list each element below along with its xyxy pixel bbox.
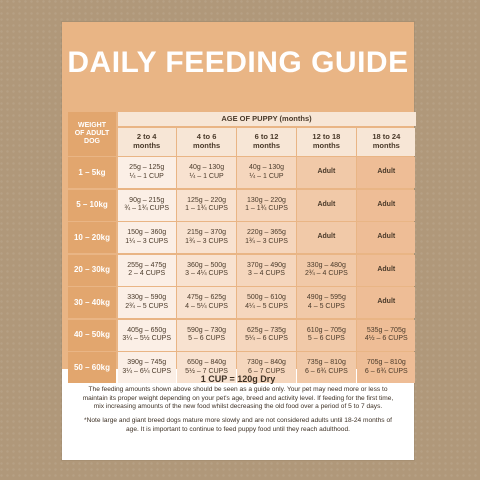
weight-row-header: 30 – 40kg xyxy=(68,287,116,318)
cell-line: 18 to 24 xyxy=(372,131,401,141)
cell-line: 5¼ – 6 CUPS xyxy=(245,335,288,342)
feeding-amount-cell: Adult xyxy=(357,287,415,318)
cell-line: 125g – 220g xyxy=(187,196,227,204)
cell-line: 5½ – 7 CUPS xyxy=(185,367,228,375)
cell-line: 90g – 215g xyxy=(129,196,165,204)
cell-line: 1¾ – 3 CUPS xyxy=(185,237,228,245)
feeding-amount-cell xyxy=(177,157,235,188)
cell-line: months xyxy=(133,140,161,150)
cell-line: 490g – 595g xyxy=(306,294,346,302)
feeding-amount-cell xyxy=(177,320,235,351)
feeding-amount-cell: Adult xyxy=(357,157,415,188)
cell-line: 405g – 650g xyxy=(127,326,167,334)
cell-line: 4 – 5¼ CUPS xyxy=(185,302,228,310)
cell-line: months xyxy=(372,140,400,150)
cell-line: 650g – 840g xyxy=(187,359,227,367)
feeding-amount-cell xyxy=(357,320,415,351)
weight-row-header: 20 – 30kg xyxy=(68,255,116,286)
feeding-amount-cell xyxy=(177,222,235,253)
cell-line: 1 – 1¾ CUPS xyxy=(185,205,228,212)
cell-line: 215g – 370g xyxy=(187,229,227,237)
cell-line: 2 – 4 CUPS xyxy=(128,270,166,277)
feeding-amount-cell xyxy=(118,287,176,318)
feeding-amount-cell xyxy=(177,287,235,318)
cell-line: 6 to 12 xyxy=(254,131,279,141)
feeding-amount-cell xyxy=(237,190,295,221)
cell-line: 590g – 730g xyxy=(187,326,227,334)
cell-line: 5 – 6 CUPS xyxy=(307,335,345,342)
feeding-amount-cell xyxy=(177,190,235,221)
guidance-text: The feeding amounts shown above should be seen as a guide only. Your pet may need more or less to maintain its proper weight depending on your pet's age, breed and activity level. If feeding for the first time, mix increasing amounts of the new food whilst decreasing the old food over a period of 5 to 7 days. xyxy=(82,386,394,411)
weight-column-header xyxy=(68,112,116,156)
cell-line: 12 to 18 xyxy=(312,131,341,141)
cell-line: 3 – 4¼ CUPS xyxy=(185,270,228,277)
cell-line: DOG xyxy=(84,137,100,145)
cell-line: ¼ – 1 CUP xyxy=(129,172,164,180)
cell-line: 3¼ – 6¼ CUPS xyxy=(122,367,172,375)
cell-line: months xyxy=(312,140,340,150)
feeding-amount-cell xyxy=(297,255,355,286)
cell-line: OF ADULT xyxy=(74,129,110,137)
weight-row-header: 1 – 5kg xyxy=(68,157,116,188)
cell-line: 735g – 810g xyxy=(306,359,346,367)
cell-line: 330g – 480g xyxy=(306,261,346,269)
cell-line: 330g – 590g xyxy=(127,294,167,302)
feeding-amount-cell: Adult xyxy=(357,255,415,286)
weight-row-header: 5 – 10kg xyxy=(68,190,116,221)
feeding-amount-cell: Adult xyxy=(297,190,355,221)
cell-line: 535g – 705g xyxy=(366,326,406,334)
cell-line: 370g – 490g xyxy=(247,261,286,269)
cell-line: 3 – 4 CUPS xyxy=(248,270,285,277)
cell-line: 5 – 6 CUPS xyxy=(188,335,226,342)
cell-line: 1 – 1¾ CUPS xyxy=(245,205,288,212)
age-column-header xyxy=(118,128,176,156)
cell-line: WEIGHT xyxy=(78,121,106,129)
feeding-amount-cell xyxy=(177,255,235,286)
cell-line: ¼ – 1 CUP xyxy=(189,172,224,180)
feeding-amount-cell xyxy=(297,287,355,318)
cell-line: 1¾ – 3 CUPS xyxy=(245,237,288,245)
age-of-puppy-header: AGE OF PUPPY (months) xyxy=(118,112,416,126)
footnote-text: *Note large and giant breed dogs mature more slowly and are not considered adults until 18-24 months of age. It is important to continue to feed puppy food until they reach adulthood. xyxy=(84,417,392,433)
cell-line: 6 – 6¾ CUPS xyxy=(364,367,408,375)
cell-line: months xyxy=(252,140,281,150)
cell-line: 2 to 4 xyxy=(136,131,157,141)
page-title: DAILY FEEDING GUIDE xyxy=(67,46,409,79)
cell-line: 6 – 7 CUPS xyxy=(248,367,285,375)
age-column-header xyxy=(297,128,355,156)
age-column-header xyxy=(357,128,415,156)
cell-line: 500g – 610g xyxy=(247,294,286,302)
feeding-amount-cell xyxy=(118,157,176,188)
weight-row-header: 50 – 60kg xyxy=(68,352,116,383)
feeding-amount-cell: Adult xyxy=(297,222,355,253)
cell-line: months xyxy=(193,140,221,150)
cell-line: 730g – 840g xyxy=(247,359,286,367)
feeding-amount-cell: Adult xyxy=(357,190,415,221)
cell-line: 610g – 705g xyxy=(306,326,346,334)
cell-line: 705g – 810g xyxy=(366,359,406,367)
cell-line: 1¼ – 3 CUPS xyxy=(125,237,169,245)
cell-line: 2¾ – 4 CUPS xyxy=(304,270,348,277)
feeding-amount-cell xyxy=(118,255,176,286)
weight-row-header: 40 – 50kg xyxy=(68,320,116,351)
cell-line: 150g – 360g xyxy=(127,229,167,237)
feeding-amount-cell xyxy=(297,320,355,351)
feeding-amount-cell xyxy=(237,157,295,188)
cell-line: 40g – 130g xyxy=(248,164,285,172)
cell-line: 25g – 125g xyxy=(129,164,165,172)
cell-line: 625g – 735g xyxy=(247,326,286,334)
cell-line: 3¼ – 5½ CUPS xyxy=(122,335,172,342)
cell-line: ¼ – 1 CUP xyxy=(249,172,284,180)
feeding-amount-cell xyxy=(118,190,176,221)
cell-line: 130g – 220g xyxy=(247,196,286,204)
cell-line: 6 – 6¾ CUPS xyxy=(304,367,348,375)
cell-line: 4 – 5 CUPS xyxy=(307,302,345,310)
cell-line: ¾ – 1¾ CUPS xyxy=(124,205,170,212)
cell-line: 4¼ – 5 CUPS xyxy=(245,302,288,310)
feeding-amount-cell: Adult xyxy=(357,222,415,253)
weight-row-header: 10 – 20kg xyxy=(68,222,116,253)
feeding-amount-cell xyxy=(237,222,295,253)
feeding-amount-cell xyxy=(237,320,295,351)
age-column-header xyxy=(237,128,295,156)
cell-line: 40g – 130g xyxy=(189,164,225,172)
cell-line: 360g – 500g xyxy=(187,261,227,269)
feeding-amount-cell xyxy=(237,255,295,286)
cell-line: 4½ – 6 CUPS xyxy=(364,335,408,342)
cell-line: 390g – 745g xyxy=(127,359,167,367)
feeding-guide-card xyxy=(62,22,414,460)
cell-line: 2¾ – 5 CUPS xyxy=(125,302,169,310)
cup-conversion-note: 1 CUP = 120g Dry xyxy=(200,374,276,384)
cell-line: 220g – 365g xyxy=(247,229,286,237)
cell-line: 475g – 625g xyxy=(187,294,227,302)
age-column-header xyxy=(177,128,235,156)
feeding-amount-cell: Adult xyxy=(297,157,355,188)
feeding-amount-cell xyxy=(118,320,176,351)
feeding-amount-cell xyxy=(237,287,295,318)
cell-line: 4 to 6 xyxy=(196,131,217,141)
cell-line: 255g – 475g xyxy=(127,261,167,269)
feeding-amount-cell xyxy=(118,222,176,253)
